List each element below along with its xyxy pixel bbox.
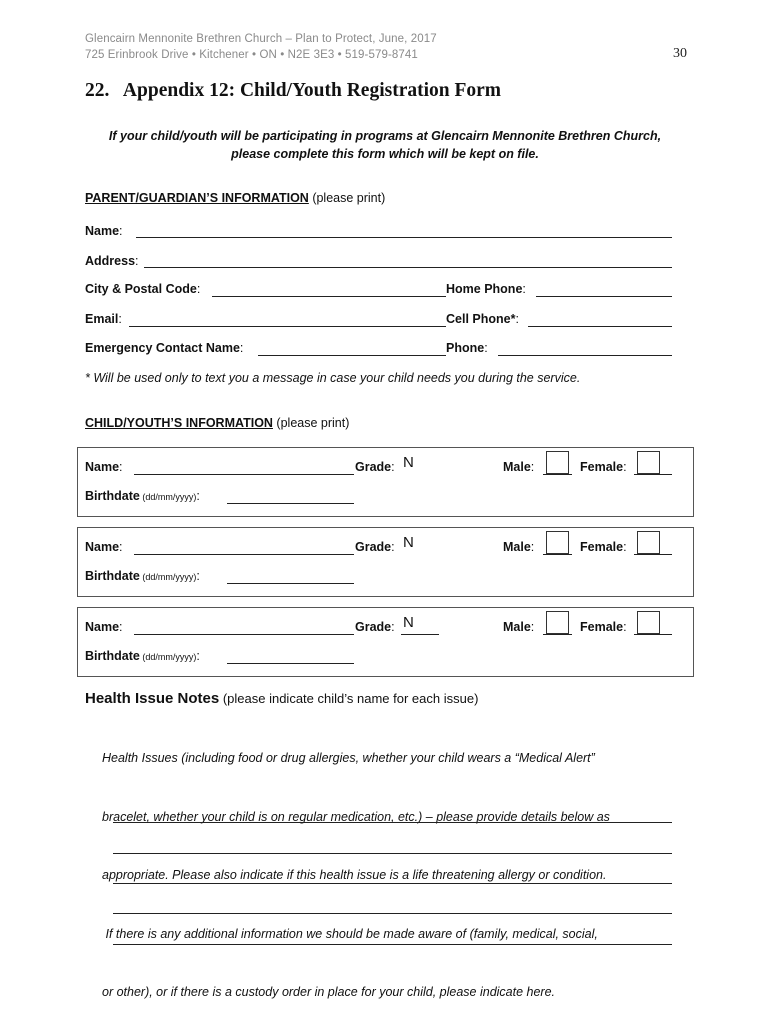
child-1-birthdate-field[interactable]: [227, 503, 354, 504]
child-3-grade-value[interactable]: N: [403, 614, 414, 631]
parent-address-field[interactable]: [144, 267, 672, 268]
child-1-male-label: Male:: [503, 460, 535, 474]
health-notes-line-2[interactable]: [113, 853, 672, 854]
health-line-5: or other), or if there is a custody order in place for your child, please indicate here.: [102, 985, 556, 999]
child-3-grade-label: Grade:: [355, 620, 395, 634]
cell-phone-field[interactable]: [528, 326, 672, 327]
health-heading-text: Health Issue Notes: [85, 690, 220, 707]
city-postal-label: City & Postal Code:: [85, 282, 201, 296]
child-2-name-label: Name:: [85, 540, 123, 554]
child-3-name-label: Name:: [85, 620, 123, 634]
health-line-1: Health Issues (including food or drug allergies, whether your child wears a “Medical Alert”: [102, 751, 595, 765]
parent-name-field[interactable]: [136, 237, 672, 238]
parent-heading-text: PARENT/GUARDIAN’S INFORMATION: [85, 191, 309, 205]
child-1-name-field[interactable]: [134, 474, 354, 475]
child-1-female-label: Female:: [580, 460, 627, 474]
child-heading-note: (please print): [272, 416, 350, 430]
child-heading-text: CHILD/YOUTH’S INFORMATION: [85, 416, 273, 430]
cell-phone-label: Cell Phone*:: [446, 312, 519, 326]
child-2-birthdate-label: Birthdate (dd/mm/yyyy):: [85, 569, 200, 583]
parent-address-label: Address:: [85, 254, 139, 268]
child-2-male-line: [543, 554, 572, 555]
home-phone-field[interactable]: [536, 296, 672, 297]
intro-text: [75, 127, 695, 163]
header-church-line: Glencairn Mennonite Brethren Church – Plan to Protect, June, 2017: [85, 33, 437, 45]
child-3-male-line: [543, 634, 572, 635]
home-phone-label: Home Phone:: [446, 282, 526, 296]
child-3-name-field[interactable]: [134, 634, 354, 635]
city-postal-field[interactable]: [212, 296, 446, 297]
health-line-2: bracelet, whether your child is on regular medication, etc.) – please provide details below as: [102, 809, 610, 824]
child-2-male-label: Male:: [503, 540, 535, 554]
child-1-female-line: [634, 474, 672, 475]
phone-label: Phone:: [446, 341, 488, 355]
child-2-birthdate-field[interactable]: [227, 583, 354, 584]
child-1-grade-label: Grade:: [355, 460, 395, 474]
intro-line-1: If your child/youth will be participating in programs at Glencairn Mennonite Brethren Church,: [108, 129, 662, 143]
health-instructions: [102, 710, 610, 1022]
parent-heading-note: (please print): [308, 191, 386, 205]
child-3-female-line: [634, 634, 672, 635]
child-1-male-line: [543, 474, 572, 475]
child-3-male-checkbox[interactable]: [546, 611, 569, 634]
emergency-phone-field[interactable]: [498, 355, 672, 356]
health-heading-note: (please indicate child’s name for each issue): [219, 691, 479, 706]
child-2-name-field[interactable]: [134, 554, 354, 555]
parent-name-label: Name:: [85, 224, 123, 238]
health-notes-line-3[interactable]: [113, 883, 672, 884]
child-3-male-label: Male:: [503, 620, 535, 634]
email-field[interactable]: [129, 326, 446, 327]
child-1-female-checkbox[interactable]: [637, 451, 660, 474]
child-1-name-label: Name:: [85, 460, 123, 474]
child-3-female-checkbox[interactable]: [637, 611, 660, 634]
parent-section-heading: [85, 191, 385, 205]
cell-phone-footnote: * Will be used only to text you a message in case your child needs you during the service.: [85, 371, 581, 385]
child-2-female-checkbox[interactable]: [637, 531, 660, 554]
child-2-male-checkbox[interactable]: [546, 531, 569, 554]
child-1-birthdate-label: Birthdate (dd/mm/yyyy):: [85, 489, 200, 503]
child-1-grade-value[interactable]: N: [403, 454, 414, 471]
child-entry-1: [77, 447, 694, 517]
child-1-male-checkbox[interactable]: [546, 451, 569, 474]
health-notes-line-5[interactable]: [113, 944, 672, 945]
health-notes-line-4[interactable]: [113, 913, 672, 914]
child-2-female-label: Female:: [580, 540, 627, 554]
child-2-grade-label: Grade:: [355, 540, 395, 554]
intro-line-2: please complete this form which will be kept on file.: [231, 147, 539, 161]
health-notes-line-1[interactable]: [113, 822, 672, 823]
child-entry-3: [77, 607, 694, 677]
child-3-birthdate-label: Birthdate (dd/mm/yyyy):: [85, 649, 200, 663]
child-3-birthdate-field[interactable]: [227, 663, 354, 664]
health-line-3: appropriate. Please also indicate if this health issue is a life threatening allergy or condition.: [102, 868, 607, 882]
child-2-grade-value[interactable]: N: [403, 534, 414, 551]
emergency-contact-label: Emergency Contact Name:: [85, 341, 244, 355]
health-notes-heading: [85, 690, 478, 707]
child-section-heading: [85, 416, 349, 430]
child-entry-2: [77, 527, 694, 597]
page-number: 30: [673, 46, 687, 61]
child-3-female-label: Female:: [580, 620, 627, 634]
page-title: 22. Appendix 12: Child/Youth Registration Form: [85, 80, 502, 101]
health-line-4: If there is any additional information we should be made aware of (family, medical, social,: [102, 926, 598, 941]
header-address-line: 725 Erinbrook Drive • Kitchener • ON • N2E 3E3 • 519-579-8741: [85, 49, 418, 61]
child-3-grade-line: [401, 634, 439, 635]
child-2-female-line: [634, 554, 672, 555]
email-label: Email:: [85, 312, 122, 326]
emergency-contact-field[interactable]: [258, 355, 446, 356]
